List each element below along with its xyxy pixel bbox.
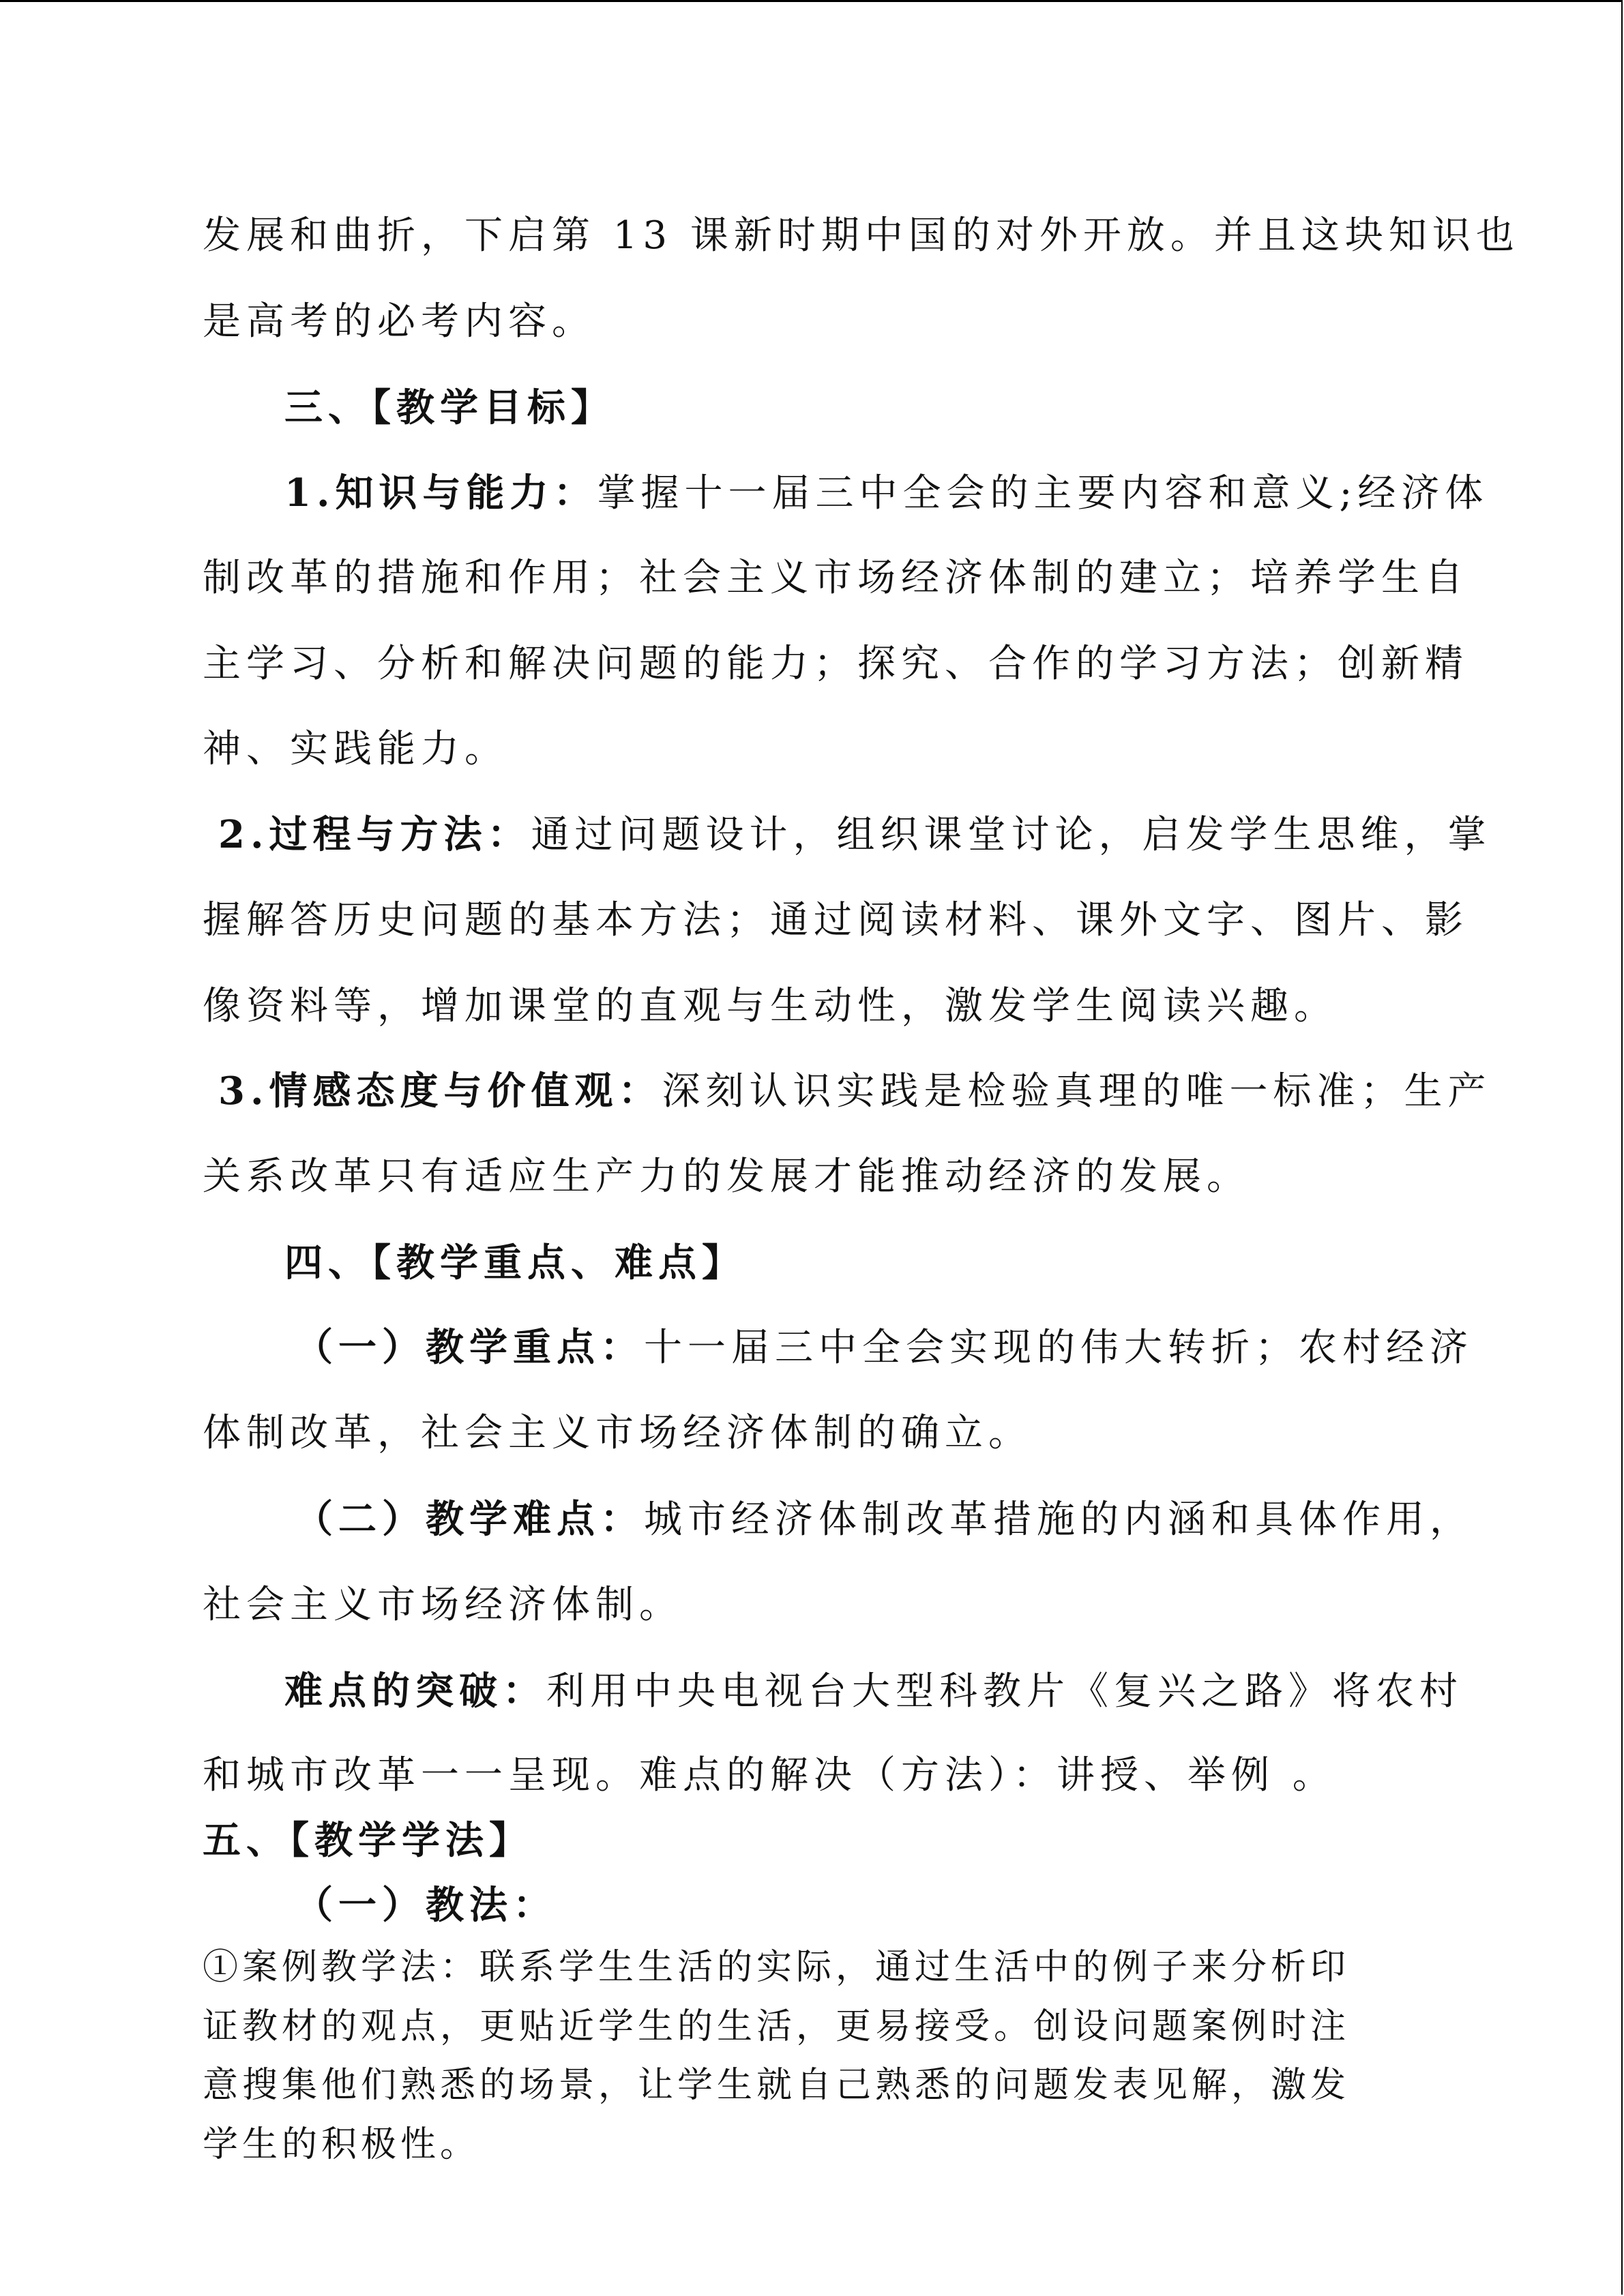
body-line <box>203 299 595 344</box>
objective-item <box>284 471 1489 516</box>
line-text: ①案例教学法：联系学生生活的实际，通过生活中的例子来分析印 <box>203 1947 1350 1988</box>
objective-item <box>218 1069 1492 1114</box>
line-text: 十一届三中全会实现的伟大转折；农村经济 <box>644 1326 1473 1370</box>
body-line <box>203 642 1468 686</box>
body-line <box>203 984 1338 1028</box>
keypoint-item <box>295 1497 1473 1542</box>
heading-text: 五、【教学学法】 <box>203 1818 533 1863</box>
line-text: 握解答历史问题的基本方法；通过阅读材料、课外文字、图片、影 <box>203 898 1468 942</box>
section-heading <box>284 385 615 430</box>
objective-label: 2.过程与方法： <box>218 812 531 857</box>
heading-text: 三、【教学目标】 <box>284 385 615 430</box>
line-text: 制改革的措施和作用；社会主义市场经济体制的建立；培养学生自 <box>203 556 1468 600</box>
body-line <box>203 2124 480 2165</box>
body-line <box>203 1154 1250 1199</box>
body-line <box>203 727 508 771</box>
heading-text: （一）教法： <box>295 1883 557 1928</box>
line-text: 证教材的观点，更贴近学生的生活，更易接受。创设问题案例时注 <box>203 2006 1350 2047</box>
body-line <box>203 1583 683 1627</box>
line-text: 发展和曲折，下启第 13 课新时期中国的对外开放。并且这块知识也 <box>203 213 1520 258</box>
body-line <box>203 1411 1032 1455</box>
section-heading <box>284 1240 745 1285</box>
body-line <box>203 213 1520 258</box>
line-text: 关系改革只有适应生产力的发展才能推动经济的发展。 <box>203 1154 1250 1199</box>
line-text: 是高考的必考内容。 <box>203 299 595 344</box>
subsection-heading <box>295 1883 557 1928</box>
body-line <box>203 1947 1350 1988</box>
objective-label: 1.知识与能力： <box>284 471 597 516</box>
line-text: 社会主义市场经济体制。 <box>203 1583 683 1627</box>
keypoint-label: 难点的突破： <box>284 1669 546 1714</box>
line-text: 深刻认识实践是检验真理的唯一标准；生产 <box>662 1069 1492 1114</box>
line-text: 意搜集他们熟悉的场景，让学生就自己熟悉的问题发表见解，激发 <box>203 2065 1350 2106</box>
keypoint-label: （二）教学难点： <box>295 1497 644 1542</box>
keypoint-label: （一）教学重点： <box>295 1325 644 1370</box>
line-text: 主学习、分析和解决问题的能力；探究、合作的学习方法；创新精 <box>203 642 1468 686</box>
line-text: 神、实践能力。 <box>203 727 508 771</box>
line-text: 和城市改革一一呈现。难点的解决（方法）：讲授、举例 。 <box>203 1753 1336 1798</box>
objective-item <box>218 812 1492 857</box>
line-text: 城市经济体制改革措施的内涵和具体作用， <box>644 1497 1473 1542</box>
section-heading <box>203 1818 533 1863</box>
line-text: 利用中央电视台大型科教片《复兴之路》将农村 <box>546 1669 1463 1714</box>
body-line <box>203 1753 1336 1798</box>
body-line <box>203 2006 1350 2047</box>
line-text: 像资料等，增加课堂的直观与生动性，激发学生阅读兴趣。 <box>203 984 1338 1028</box>
body-line <box>203 556 1468 600</box>
heading-text: 四、【教学重点、难点】 <box>284 1240 745 1285</box>
body-line <box>203 2065 1350 2106</box>
line-text: 掌握十一届三中全会的主要内容和意义;经济体 <box>597 471 1489 516</box>
keypoint-item <box>284 1669 1463 1714</box>
line-text: 学生的积极性。 <box>203 2124 480 2165</box>
line-text: 通过问题设计，组织课堂讨论，启发学生思维，掌 <box>531 813 1492 857</box>
objective-label: 3.情感态度与价值观： <box>218 1069 662 1114</box>
body-line <box>203 898 1468 942</box>
line-text: 体制改革，社会主义市场经济体制的确立。 <box>203 1411 1032 1455</box>
keypoint-item <box>295 1325 1473 1370</box>
